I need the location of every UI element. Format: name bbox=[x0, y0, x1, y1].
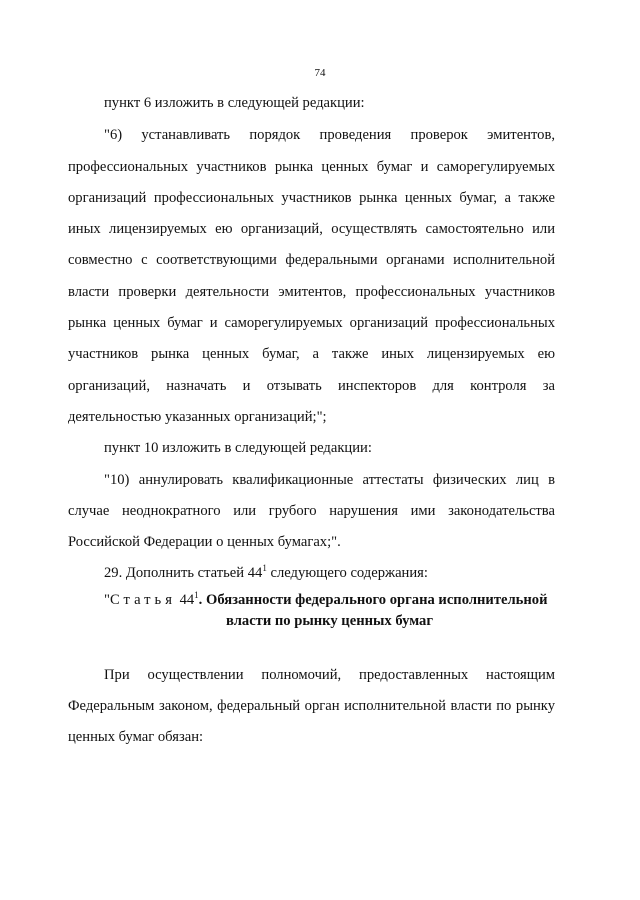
paragraph-line: профессиональных участников рынка ценных бумаг и саморегулируемых bbox=[68, 158, 555, 175]
article-word: Статья bbox=[109, 591, 176, 608]
paragraph-line: "6) устанавливать порядок проведения проверок эмитентов, bbox=[104, 127, 555, 144]
paragraph-line: ценных бумаг обязан: bbox=[68, 729, 204, 746]
paragraph-line: организаций, назначать и отзывать инспекторов для контроля за bbox=[68, 377, 555, 394]
paragraph-line: рынка ценных бумаг и саморегулируемых организаций профессиональных bbox=[68, 315, 555, 332]
paragraph-line: участников рынка ценных бумаг, а также иных лицензируемых ею bbox=[68, 346, 555, 363]
paragraph-line bbox=[68, 558, 555, 589]
article-title-line: власти по рынку ценных бумаг bbox=[226, 612, 433, 629]
article-title: . Обязанности федерального органа исполнительной bbox=[198, 591, 548, 608]
article-number: 44 bbox=[175, 591, 195, 608]
paragraph-line: совместно с соответствующими федеральными органами исполнительной bbox=[68, 252, 555, 269]
paragraph-line: деятельностью указанных организаций;"; bbox=[68, 408, 327, 425]
paragraph-line: Федеральным законом, федеральный орган исполнительной власти по рынку bbox=[68, 698, 555, 715]
paragraph-line: пункт 10 изложить в следующей редакции: bbox=[104, 440, 372, 457]
paragraph-line: иных лицензируемых ею организаций, осуществлять самостоятельно или bbox=[68, 221, 555, 238]
paragraph-line: организаций профессиональных участников рынка ценных бумаг, а также bbox=[68, 189, 555, 206]
quote-mark: " bbox=[104, 591, 110, 608]
page-number: 74 bbox=[314, 67, 326, 79]
superscript: 1 bbox=[262, 563, 267, 574]
superscript: 1 bbox=[194, 589, 199, 600]
article-heading-line bbox=[68, 590, 555, 611]
paragraph-line: "10) аннулировать квалификационные аттестаты физических лиц в bbox=[104, 471, 555, 488]
paragraph-line: пункт 6 изложить в следующей редакции: bbox=[104, 95, 365, 111]
paragraph-line: Российской Федерации о ценных бумагах;". bbox=[68, 534, 341, 551]
paragraph-line: случае неоднократного или грубого нарушения ими законодательства bbox=[68, 502, 555, 519]
amendment-text: следующего содержания: bbox=[266, 565, 428, 582]
paragraph-line: При осуществлении полномочий, предоставленных настоящим bbox=[104, 666, 555, 683]
amendment-text: 29. Дополнить статьей 44 bbox=[104, 565, 263, 582]
document-body bbox=[68, 88, 555, 754]
paragraph-line: власти проверки деятельности эмитентов, профессиональных участников bbox=[68, 283, 555, 300]
article-heading bbox=[68, 590, 555, 632]
